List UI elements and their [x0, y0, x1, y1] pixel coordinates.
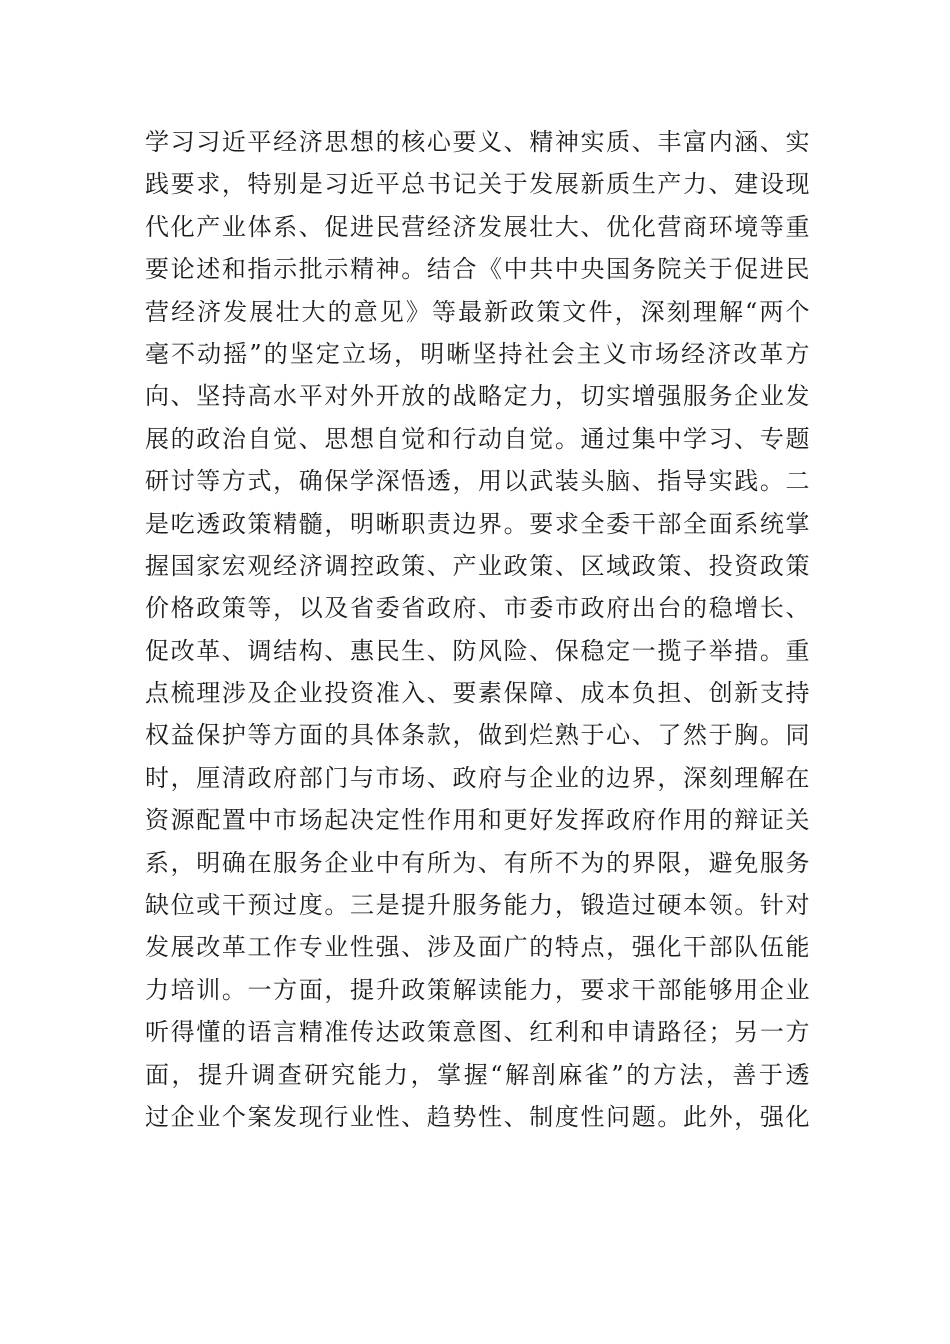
- text-line: 时，厘清政府部门与市场、政府与企业的边界，深刻理解在: [145, 763, 810, 792]
- text-line: 力培训。一方面，提升政策解读能力，要求干部能够用企业: [145, 975, 810, 1004]
- text-line: 要论述和指示批示精神。结合《中共中央国务院关于促进民: [145, 255, 810, 284]
- text-line: 向、坚持高水平对外开放的战略定力，切实增强服务企业发: [145, 382, 810, 411]
- text-line: 权益保护等方面的具体条款，做到烂熟于心、了然于胸。同: [145, 721, 810, 750]
- text-line: 研讨等方式，确保学深悟透，用以武装头脑、指导实践。二: [145, 467, 810, 496]
- text-line: 价格政策等，以及省委省政府、市委市政府出台的稳增长、: [145, 594, 810, 623]
- text-line: 缺位或干预过度。三是提升服务能力，锻造过硬本领。针对: [145, 891, 810, 920]
- text-line: 过企业个案发现行业性、趋势性、制度性问题。此外，强化: [145, 1102, 810, 1131]
- text-line: 面，提升调查研究能力，掌握“解剖麻雀”的方法，善于透: [145, 1060, 810, 1089]
- text-line: 代化产业体系、促进民营经济发展壮大、优化营商环境等重: [145, 212, 810, 241]
- text-line: 资源配置中市场起决定性作用和更好发挥政府作用的辩证关: [145, 806, 810, 835]
- text-line: 展的政治自觉、思想自觉和行动自觉。通过集中学习、专题: [145, 424, 810, 453]
- text-line: 听得懂的语言精准传达政策意图、红利和申请路径；另一方: [145, 1018, 810, 1047]
- text-line: 点梳理涉及企业投资准入、要素保障、成本负担、创新支持: [145, 679, 810, 708]
- text-line: 践要求，特别是习近平总书记关于发展新质生产力、建设现: [145, 170, 810, 199]
- text-line: 发展改革工作专业性强、涉及面广的特点，强化干部队伍能: [145, 933, 810, 962]
- text-line: 营经济发展壮大的意见》等最新政策文件，深刻理解“两个: [145, 297, 810, 326]
- text-line: 握国家宏观经济调控政策、产业政策、区域政策、投资政策: [145, 551, 810, 580]
- text-line: 学习习近平经济思想的核心要义、精神实质、丰富内涵、实: [145, 128, 810, 156]
- text-line: 系，明确在服务企业中有所为、有所不为的界限，避免服务: [145, 848, 810, 877]
- text-line: 是吃透政策精髓，明晰职责边界。要求全委干部全面系统掌: [145, 509, 810, 538]
- body-paragraph: [145, 121, 810, 1138]
- text-line: 促改革、调结构、惠民生、防风险、保稳定一揽子举措。重: [145, 636, 810, 665]
- text-line: 毫不动摇”的坚定立场，明晰坚持社会主义市场经济改革方: [145, 339, 810, 368]
